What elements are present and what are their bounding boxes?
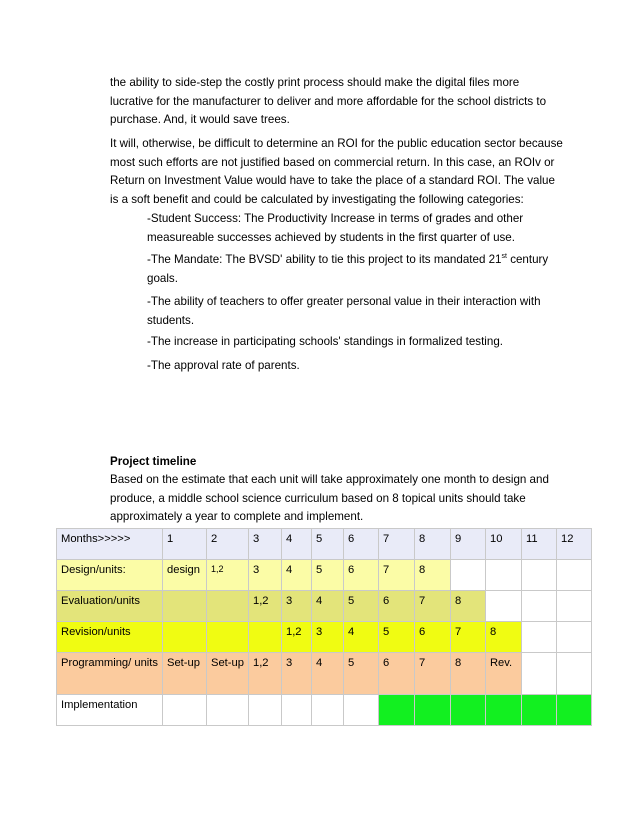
table-cell: 8	[485, 622, 521, 653]
category-testing-standings: -The increase in participating schools' standings in formalized testing.	[147, 335, 504, 348]
timeline-table	[56, 528, 592, 726]
table-cell: 6	[378, 591, 414, 622]
table-cell: Set-up	[163, 653, 207, 695]
table-cell: 7	[450, 622, 485, 653]
table-cell: 1,2	[281, 622, 311, 653]
table-cell	[521, 560, 556, 591]
month-header: 2	[207, 529, 249, 560]
month-header: 6	[343, 529, 378, 560]
table-cell	[281, 695, 311, 726]
table-cell: 5	[343, 653, 378, 695]
table-cell: Set-up	[207, 653, 249, 695]
table-cell: 7	[414, 591, 450, 622]
table-cell	[414, 695, 450, 726]
month-header: 10	[485, 529, 521, 560]
table-cell	[163, 591, 207, 622]
category-student-success: -Student Success: The Productivity Increase in terms of grades and other measureable successes achieved by students in the first quarter of use.	[147, 212, 524, 244]
intro-paragraph-2: It will, otherwise, be difficult to determine an ROI for the public education sector because most such efforts are not justified based on commercial return. In this case, an ROIv or Return on Investment Value would have to take the place of a standard ROI. The value is a soft benefit and could be calculated by investigating the following categories:	[110, 137, 563, 206]
table-cell: 5	[378, 622, 414, 653]
month-header: 7	[378, 529, 414, 560]
table-cell	[343, 695, 378, 726]
month-header: 11	[521, 529, 556, 560]
table-cell: 4	[311, 591, 343, 622]
timeline-description: Based on the estimate that each unit will take approximately one month to design and produce, a middle school science curriculum based on 8 topical units should take approximately a year to complete and implement.	[110, 473, 549, 524]
table-cell: 4	[281, 560, 311, 591]
table-cell: 3	[281, 591, 311, 622]
table-cell: 4	[343, 622, 378, 653]
table-cell	[556, 591, 591, 622]
mandate-text-after: century goals.	[147, 253, 549, 285]
category-mandate	[147, 251, 567, 288]
table-cell: 7	[414, 653, 450, 695]
table-cell: Rev.	[485, 653, 521, 695]
table-cell: 5	[311, 560, 343, 591]
table-cell: 6	[343, 560, 378, 591]
table-cell: 4	[311, 653, 343, 695]
month-header: 8	[414, 529, 450, 560]
category-parent-approval: -The approval rate of parents.	[147, 359, 300, 372]
table-cell	[521, 695, 556, 726]
category-teacher-value: -The ability of teachers to offer greater personal value in their interaction with students.	[147, 295, 541, 327]
table-cell	[485, 695, 521, 726]
table-cell	[207, 622, 249, 653]
mandate-text-before: -The Mandate: The BVSD' ability to tie this project to its mandated 21	[147, 253, 502, 266]
evaluation-row	[57, 591, 592, 622]
table-cell: 5	[343, 591, 378, 622]
months-header-label: Months>>>>>	[57, 529, 163, 560]
revision-row	[57, 622, 592, 653]
month-header: 4	[281, 529, 311, 560]
table-cell: design	[163, 560, 207, 591]
month-header: 9	[450, 529, 485, 560]
table-cell	[521, 622, 556, 653]
timeline-heading: Project timeline	[110, 455, 197, 468]
months-header-row	[57, 529, 592, 560]
mandate-superscript: st	[501, 253, 507, 261]
table-cell: 6	[414, 622, 450, 653]
table-cell: 3	[311, 622, 343, 653]
intro-paragraph-1: the ability to side-step the costly print process should make the digital files more lucrative for the manufacturer to deliver and more affordable for the school districts to purchase. And, it would save trees.	[110, 76, 547, 127]
month-header: 1	[163, 529, 207, 560]
table-cell: 8	[450, 653, 485, 695]
table-cell	[163, 622, 207, 653]
table-cell	[556, 560, 591, 591]
table-cell: 8	[414, 560, 450, 591]
row-label: Design/units:	[57, 560, 163, 591]
programming-row	[57, 653, 592, 695]
month-header: 5	[311, 529, 343, 560]
table-cell	[248, 695, 281, 726]
table-cell	[450, 560, 485, 591]
table-cell	[207, 591, 249, 622]
table-cell	[450, 695, 485, 726]
table-cell	[521, 653, 556, 695]
table-cell: 7	[378, 560, 414, 591]
row-label: Revision/units	[57, 622, 163, 653]
table-cell	[311, 695, 343, 726]
table-cell	[556, 695, 591, 726]
month-header: 3	[248, 529, 281, 560]
table-cell	[378, 695, 414, 726]
month-header: 12	[556, 529, 591, 560]
table-cell: 3	[248, 560, 281, 591]
table-cell	[556, 622, 591, 653]
table-cell	[485, 560, 521, 591]
table-cell	[207, 695, 249, 726]
implementation-row	[57, 695, 592, 726]
row-label: Evaluation/units	[57, 591, 163, 622]
design-row	[57, 560, 592, 591]
table-cell: 1,2	[248, 653, 281, 695]
table-cell: 1,2	[207, 560, 249, 591]
table-cell	[248, 622, 281, 653]
table-cell: 6	[378, 653, 414, 695]
table-cell	[556, 653, 591, 695]
table-cell: 3	[281, 653, 311, 695]
table-cell	[163, 695, 207, 726]
row-label: Programming/ units	[57, 653, 163, 695]
table-cell	[521, 591, 556, 622]
table-cell: 1,2	[248, 591, 281, 622]
table-cell: 8	[450, 591, 485, 622]
row-label: Implementation	[57, 695, 163, 726]
table-cell	[485, 591, 521, 622]
